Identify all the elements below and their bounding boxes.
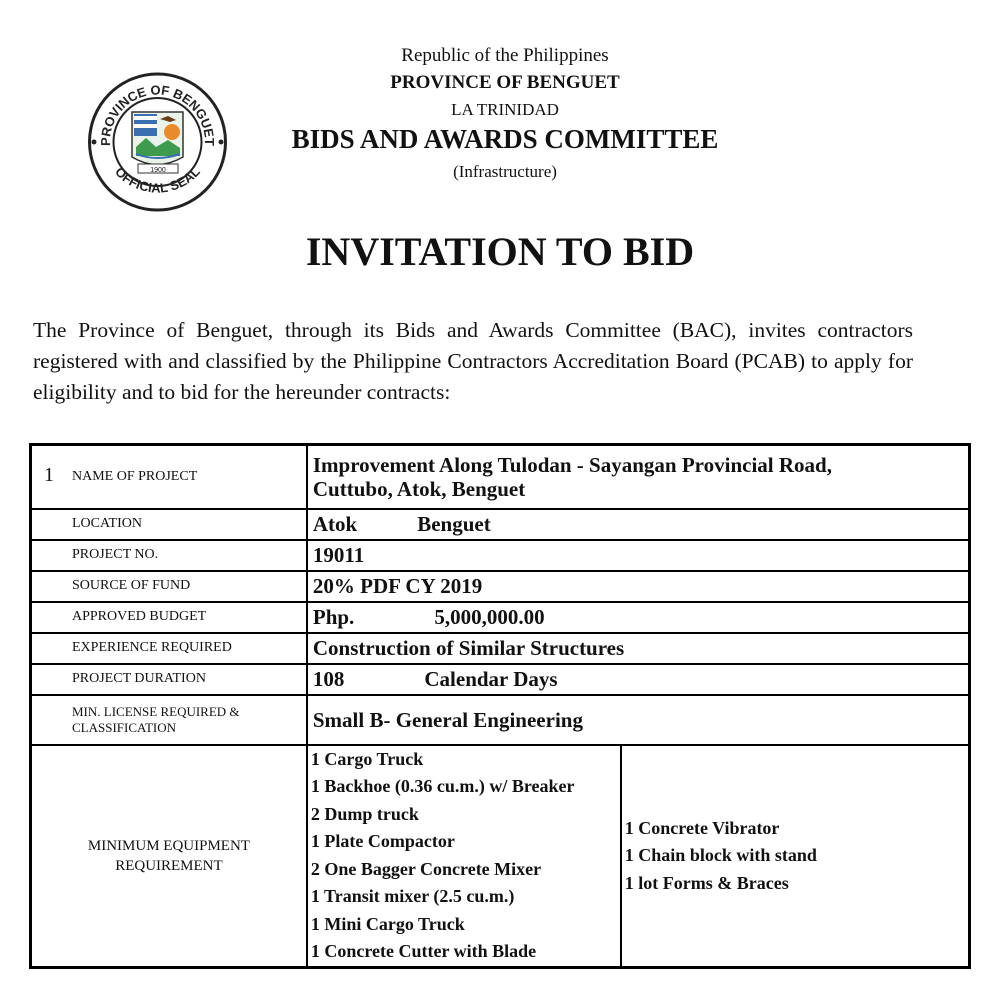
header-committee: BIDS AND AWARDS COMMITTEE	[291, 124, 719, 154]
budget-value	[307, 602, 970, 633]
document-title: INVITATION TO BID	[305, 229, 695, 274]
equipment-item: 1 Backhoe (0.36 cu.m.) w/ Breaker	[310, 776, 575, 797]
equipment-item: 1 Transit mixer (2.5 cu.m.)	[310, 886, 515, 907]
intro-paragraph: The Province of Benguet, through its Bids and Awards Committee (BAC), invites contractors registered with and classified by the Philippine Contractors Accreditation Board (PCAB) to apply for eligibility and to bid for the hereunder contracts:	[33, 318, 913, 404]
project-no-label: PROJECT NO.	[31, 540, 307, 571]
project-name-label-cell	[31, 445, 307, 509]
equipment-item: 2 One Bagger Concrete Mixer	[310, 858, 542, 879]
fund-value: 20% PDF CY 2019	[307, 571, 970, 602]
equipment-list-col2	[621, 745, 970, 968]
header-republic: Republic of the Philippines	[401, 45, 609, 66]
license-label-line2: CLASSIFICATION	[72, 719, 177, 735]
row-license	[31, 695, 970, 745]
budget-label: APPROVED BUDGET	[31, 602, 307, 633]
license-value: Small B- General Engineering	[307, 695, 970, 745]
duration-unit: Calendar Days	[424, 667, 558, 691]
project-number: 1	[44, 464, 54, 486]
license-label-line1: MIN. LICENSE REQUIRED &	[72, 703, 240, 719]
equipment-label-line1: MINIMUM EQUIPMENT	[87, 837, 250, 854]
seal-year: 1900	[150, 167, 166, 174]
project-name-line1: Improvement Along Tulodan - Sayangan Provincial Road,	[312, 452, 832, 477]
license-label	[31, 695, 307, 745]
duration-value	[307, 664, 970, 695]
header-province: PROVINCE OF BENGUET	[390, 72, 620, 93]
equipment-label-line2: REQUIREMENT	[115, 857, 223, 874]
experience-value: Construction of Similar Structures	[307, 633, 970, 664]
equipment-item: 1 Chain block with stand	[624, 845, 817, 865]
budget-currency: Php.	[312, 605, 355, 629]
equipment-item: 1 Concrete Cutter with Blade	[310, 941, 537, 962]
equipment-list-col1	[307, 745, 621, 968]
experience-label: EXPERIENCE REQUIRED	[31, 633, 307, 664]
project-name-value	[307, 445, 970, 509]
seal-bottom-text: OFFICIAL SEAL	[112, 164, 203, 196]
project-table	[29, 443, 971, 969]
equipment-item: 1 Mini Cargo Truck	[310, 913, 465, 934]
duration-number: 108	[312, 667, 345, 691]
row-budget	[31, 602, 970, 633]
equipment-item: 1 Plate Compactor	[310, 831, 455, 852]
project-no-value: 19011	[307, 540, 970, 571]
row-duration	[31, 664, 970, 695]
equipment-label	[31, 745, 307, 968]
location-municipality: Atok	[312, 512, 358, 536]
row-equipment	[31, 745, 970, 968]
header-town: LA TRINIDAD	[451, 100, 559, 119]
row-project-name	[31, 445, 970, 509]
location-label: LOCATION	[31, 509, 307, 540]
equipment-item: 1 lot Forms & Braces	[624, 872, 789, 893]
row-fund	[31, 571, 970, 602]
equipment-item: 1 Concrete Vibrator	[624, 817, 780, 838]
equipment-item: 1 Cargo Truck	[310, 748, 424, 769]
location-province: Benguet	[417, 512, 491, 536]
row-project-no	[31, 540, 970, 571]
project-name-line2: Cuttubo, Atok, Benguet	[312, 476, 526, 501]
row-location	[31, 509, 970, 540]
equipment-item: 2 Dump truck	[310, 803, 419, 824]
header-subtitle: (Infrastructure)	[453, 162, 557, 181]
seal-top-text: PROVINCE OF BENGUET	[97, 82, 218, 146]
duration-label: PROJECT DURATION	[31, 664, 307, 695]
location-value	[307, 509, 970, 540]
fund-label: SOURCE OF FUND	[31, 571, 307, 602]
budget-amount: 5,000,000.00	[434, 605, 545, 629]
row-experience	[31, 633, 970, 664]
project-name-label: NAME OF PROJECT	[72, 468, 198, 484]
